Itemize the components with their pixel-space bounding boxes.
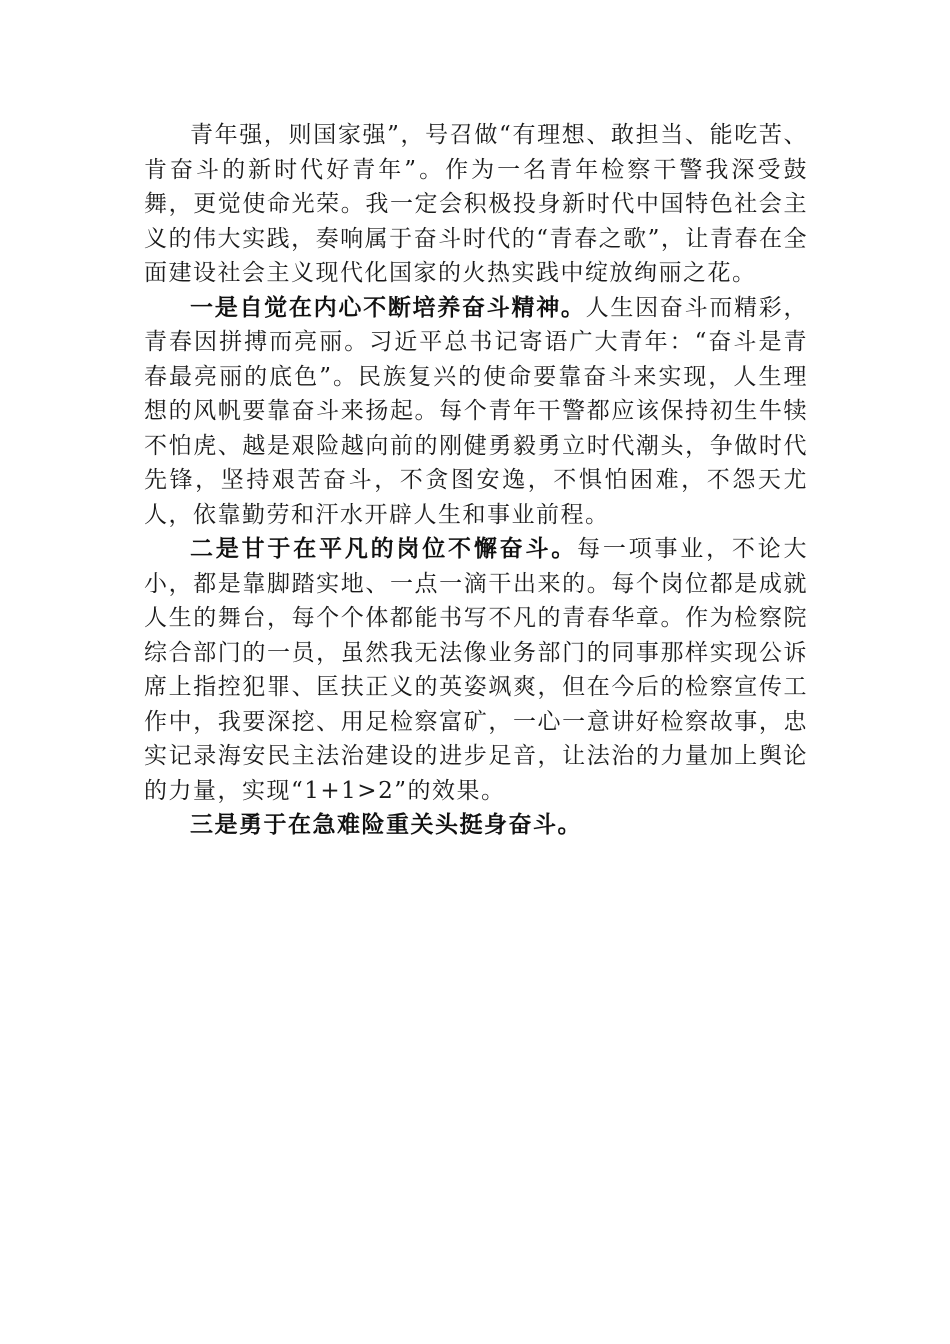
document-body (144, 118, 808, 843)
paragraph-point-one (144, 291, 808, 533)
paragraph-lead: 一是自觉在内心不断培养奋斗精神。 (190, 294, 586, 321)
paragraph-intro (144, 118, 808, 291)
paragraph-text: 人生因奋斗而精彩，青春因拼搏而亮丽。习近平总书记寄语广大青年：“奋斗是青春最亮丽的底色”。民族复兴的使命要靠奋斗来实现，人生理想的风帆要靠奋斗来扬起。每个青年干警都应该保持初生牛犊不怕虎、越是艰险越向前的刚健勇毅勇立时代潮头，争做时代先锋，坚持艰苦奋斗，不贪图安逸，不惧怕困难，不怨天尤人，依靠勤劳和汗水开辟人生和事业前程。 (144, 294, 809, 528)
paragraph-point-two (144, 532, 808, 808)
paragraph-lead: 二是甘于在平凡的岗位不懈奋斗。 (190, 536, 578, 562)
paragraph-lead: 三是勇于在急难险重关头挺身奋斗。 (190, 812, 582, 838)
paragraph-text: 每一项事业，不论大小，都是靠脚踏实地、一点一滴干出来的。每个岗位都是成就人生的舞台，每个个体都能书写不凡的青春华章。作为检察院综合部门的一员，虽然我无法像业务部门的同事那样实现公诉席上指控犯罪、匡扶正义的英姿飒爽，但在今后的检察宣传工作中，我要深挖、用足检察富矿，一心一意讲好检察故事，忠实记录海安民主法治建设的进步足音，让法治的力量加上舆论的力量，实现“1+1>2”的效果。 (144, 536, 809, 804)
paragraph-point-three (144, 808, 808, 843)
paragraph-text: 青年强，则国家强”，号召做“有理想、敢担当、能吃苦、肯奋斗的新时代好青年”。作为一名青年检察干警我深受鼓舞，更觉使命光荣。我一定会积极投身新时代中国特色社会主义的伟大实践，奏响属于奋斗时代的“青春之歌”，让青春在全面建设社会主义现代化国家的火热实践中绽放绚丽之花。 (144, 122, 808, 286)
